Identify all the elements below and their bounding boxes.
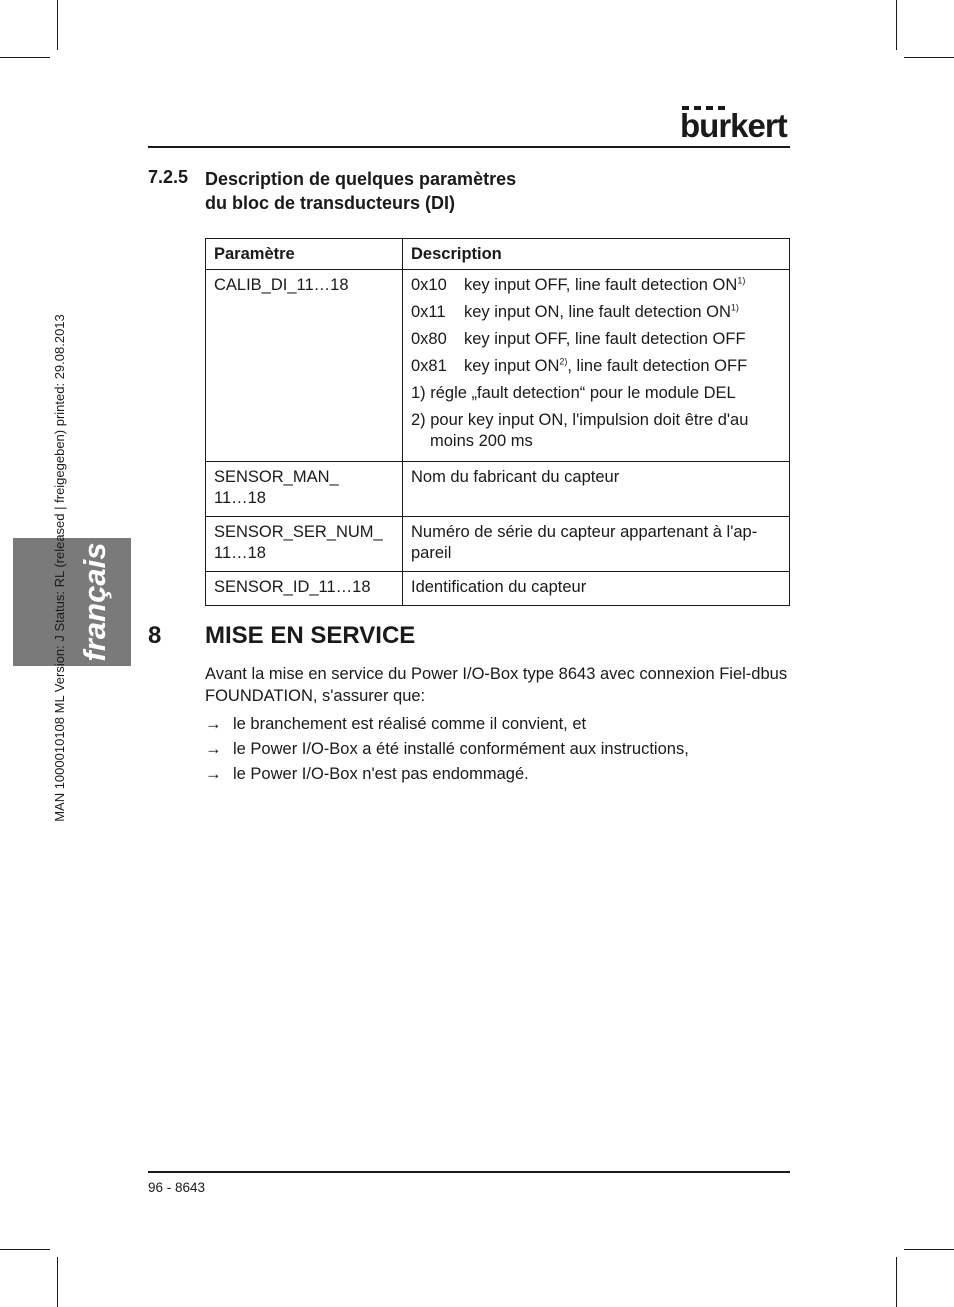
footnote: 1) régle „fault detection“ pour le module DEL <box>411 384 736 402</box>
footer-rule <box>148 1171 790 1173</box>
footnote-ref: 1) <box>737 275 746 286</box>
crop-mark <box>896 1257 897 1307</box>
param-cell: SENSOR_MAN_ 11…18 <box>206 462 403 517</box>
crop-mark <box>57 1257 58 1307</box>
table-row <box>206 270 790 462</box>
table-header-row <box>206 239 790 270</box>
footnote-ref: 1) <box>730 302 739 313</box>
crop-mark <box>0 57 50 58</box>
header-rule <box>148 146 790 148</box>
param-cell: CALIB_DI_11…18 <box>206 270 403 462</box>
bullet-list <box>205 712 689 787</box>
chapter-number: 8 <box>148 622 162 649</box>
section-number: 7.2.5 <box>148 167 189 187</box>
language-tab <box>13 538 131 666</box>
crop-mark <box>0 1249 50 1250</box>
section-title-line: Description de quelques paramètres <box>205 169 517 189</box>
list-item-text: le branchement est réalisé comme il convient, et <box>233 715 587 733</box>
section-title-line: du bloc de transducteurs (DI) <box>205 193 456 213</box>
desc-cell: Numéro de série du capteur appartenant à l'ap-pareil <box>403 517 790 572</box>
code-line <box>411 302 781 323</box>
code-text: key input ON, line fault detection ON$^{1)}$ <box>464 302 739 321</box>
param-cell: SENSOR_ID_11…18 <box>206 572 403 606</box>
code-value: 0x80 <box>411 330 447 348</box>
logo-wordmark: burkert <box>680 107 787 144</box>
chapter-title: MISE EN SERVICE <box>205 622 416 649</box>
list-item-text: le Power I/O-Box a été installé conformément aux instructions, <box>233 740 689 758</box>
brand-logo <box>680 106 790 142</box>
code-value: 0x11 <box>411 303 446 321</box>
list-item <box>205 712 689 737</box>
param-cell: SENSOR_SER_NUM_ 11…18 <box>206 517 403 572</box>
parameter-table <box>205 238 790 606</box>
code-line <box>411 275 781 296</box>
table-row <box>206 462 790 517</box>
code-line <box>411 329 781 350</box>
header-cell: Description <box>403 239 790 270</box>
arrow-icon: → <box>205 740 222 758</box>
arrow-icon: → <box>205 715 222 733</box>
desc-cell: Identification du capteur <box>403 572 790 606</box>
crop-mark <box>57 0 58 50</box>
section-title <box>205 167 516 215</box>
page-number: 96 - 8643 <box>148 1180 206 1195</box>
list-item <box>205 737 689 762</box>
footnote: 2) pour key input ON, l'impulsion doit être d'au moins 200 ms <box>411 411 749 450</box>
crop-mark <box>904 57 954 58</box>
desc-cell: Nom du fabricant du capteur <box>403 462 790 517</box>
list-item-text: le Power I/O-Box n'est pas endommagé. <box>233 765 529 783</box>
arrow-icon: → <box>205 765 222 783</box>
footnote-ref: 2) <box>559 356 568 367</box>
document-info: MAN 1000010108 ML Version: J Status: RL (released | freigegeben) printed: 29.08.2013 <box>52 314 67 822</box>
code-line <box>411 356 781 377</box>
code-value: 0x81 <box>411 357 447 375</box>
list-item <box>205 762 689 787</box>
code-value: 0x10 <box>411 276 447 294</box>
table-row <box>206 517 790 572</box>
code-text: key input ON$^{2)}$, line fault detection OFF <box>464 356 748 375</box>
chapter-intro: Avant la mise en service du Power I/O-Box type 8643 avec connexion Fiel-dbus FOUNDATION, s'assurer que: <box>205 665 788 705</box>
table-row <box>206 572 790 606</box>
crop-mark <box>904 1249 954 1250</box>
code-text: key input OFF, line fault detection ON$^{1)}$ <box>464 275 746 294</box>
header-cell: Paramètre <box>206 239 403 270</box>
crop-mark <box>896 0 897 50</box>
language-label: français <box>77 542 112 662</box>
desc-cell <box>403 270 790 462</box>
code-text: key input OFF, line fault detection OFF <box>464 330 746 348</box>
